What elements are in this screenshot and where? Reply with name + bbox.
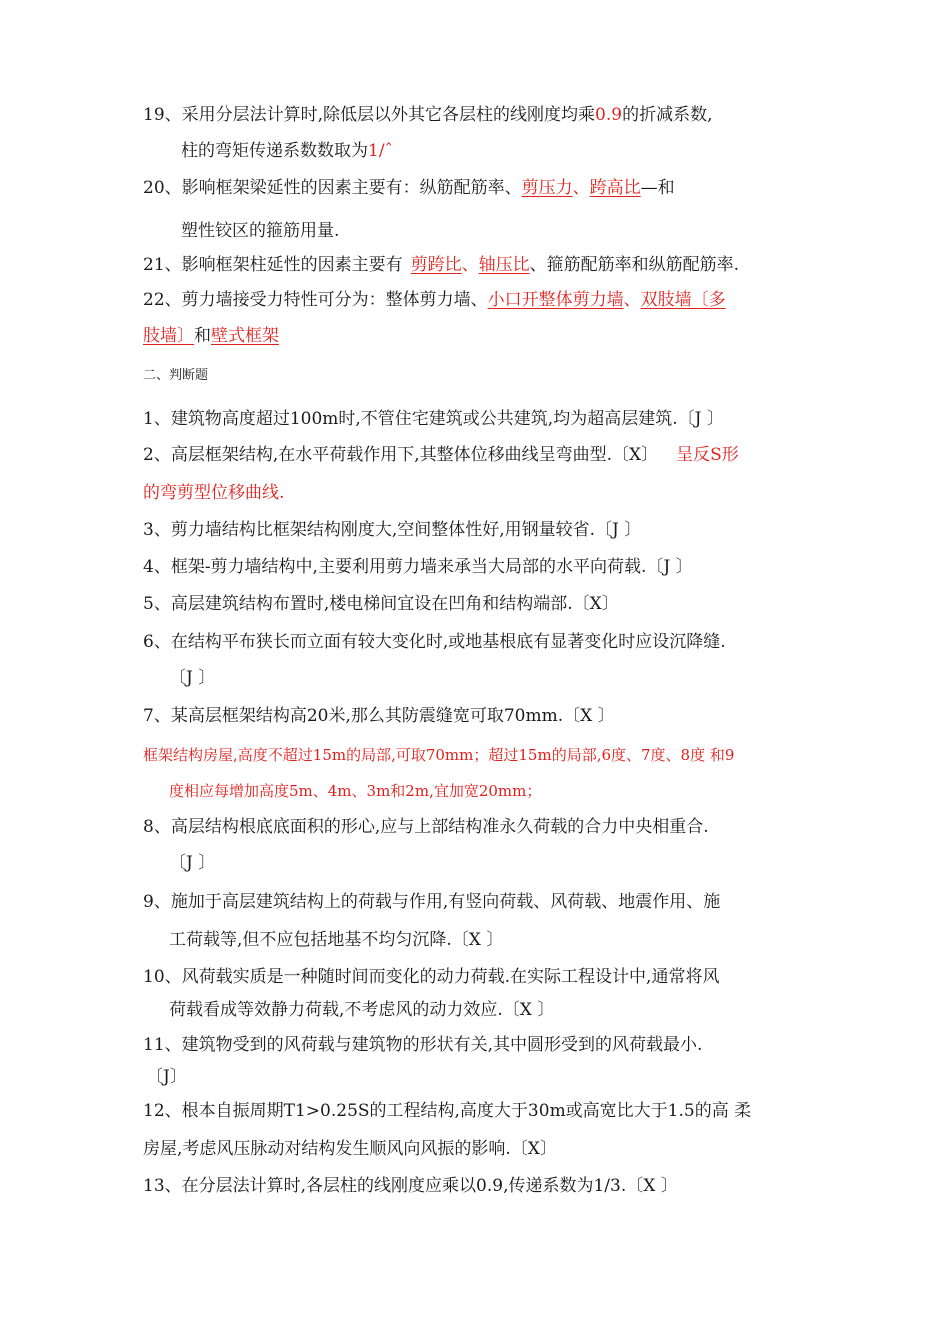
question-19-line-1 [143, 103, 713, 127]
judge-item-10: 10、风荷载实质是一种随时间而变化的动力荷载.在实际工程设计中,通常将风 [143, 967, 720, 987]
judge-item-12-line-2: 房屋,考虑风压脉动对结构发生顺风向风振的影响.〔X〕 [143, 1139, 557, 1159]
judge-item-7-note-2: 度相应每增加高度5m、4m、3m和2m,宜加宽20mm； [169, 782, 542, 800]
question-21-answer-1: 剪跨比 [410, 255, 462, 275]
judge-item-2 [143, 443, 739, 467]
question-22-answer-1: 小口开整体剪力墙 [487, 290, 624, 310]
judge-item-7-note-1: 框架结构房屋,高度不超过15m的局部,可取70mm；超过15m的局部,6度、7度、8度 和9 [143, 746, 735, 764]
judge-item-7: 7、某高层框架结构高20米,那么其防震缝宽可取70mm.〔X 〕 [143, 706, 615, 726]
judge-item-11: 11、建筑物受到的风荷载与建筑物的形状有关,其中圆形受到的风荷载最小. [143, 1035, 703, 1055]
judge-item-8: 8、高层结构根底底面积的形心,应与上部结构准永久荷载的合力中央相重合. [143, 817, 709, 837]
question-20-line-2 [181, 219, 339, 243]
judge-item-5: 5、高层建筑结构布置时,楼电梯间宜设在凹角和结构端部.〔X〕 [143, 594, 619, 614]
question-22-answer-3: 壁式框架 [211, 326, 279, 346]
judge-item-4: 4、框架-剪力墙结构中,主要利用剪力墙来承当大局部的水平向荷载.〔J 〕 [143, 557, 693, 577]
judge-item-9-line-2: 工荷载等,但不应包括地基不均匀沉降.〔X 〕 [169, 930, 504, 950]
question-20-text-2: 塑性铰区的箍筋用量. [181, 221, 340, 241]
question-22-line-1 [143, 288, 726, 312]
judge-item-11-answer: 〔J〕 [146, 1067, 187, 1087]
question-19-text-end: 的折减系数, [622, 105, 713, 125]
judge-item-2-note: 呈反S形 [676, 445, 739, 465]
judge-item-12: 12、根本自振周期T1>0.25S的工程结构,高度大于30m或高宽比大于1.5的高 柔 [143, 1101, 752, 1121]
question-20-answer-1: 剪压力 [521, 178, 573, 198]
section-title: 二、判断题 [143, 368, 209, 383]
question-21-separator: 、 [461, 255, 479, 275]
judge-item-2-text: 2、高层框架结构,在水平荷载作用下,其整体位移曲线呈弯曲型.〔X〕 [143, 445, 659, 465]
question-22-answer-2a: 双肢墙〔多 [640, 290, 726, 310]
question-21-line [143, 253, 739, 277]
judge-item-8-answer: 〔J 〕 [169, 853, 216, 873]
judge-item-1: 1、建筑物高度超过100m时,不管住宅建筑或公共建筑,均为超高层建筑.〔J 〕 [143, 409, 724, 429]
question-19-factor: 0.9 [595, 105, 623, 125]
question-22-text-and: 和 [194, 326, 211, 346]
question-21-answer-2: 轴压比 [478, 255, 530, 275]
question-20-text: 20、影响框架梁延性的因素主要有：纵筋配筋率、 [143, 178, 522, 198]
question-21-text: 21、影响框架柱延性的因素主要有 [143, 255, 403, 275]
question-22-text: 22、剪力墙接受力特性可分为：整体剪力墙、 [143, 290, 488, 310]
judge-item-3: 3、剪力墙结构比框架结构刚度大,空间整体性好,用钢量较省.〔J 〕 [143, 520, 642, 540]
question-22-line-2 [143, 324, 279, 348]
judge-item-2-note-2: 的弯剪型位移曲线. [143, 483, 285, 503]
judge-item-10-line-2: 荷载看成等效静力荷载,不考虑风的动力效应.〔X 〕 [169, 1000, 555, 1020]
question-19-text: 19、采用分层法计算时,除低层以外其它各层柱的线刚度均乘 [143, 105, 596, 125]
judge-item-9: 9、施加于高层建筑结构上的荷载与作用,有竖向荷载、风荷载、地震作用、施 [143, 892, 721, 912]
judge-item-6-answer: 〔J 〕 [169, 668, 216, 688]
question-19-text-2: 柱的弯矩传递系数数取为 [181, 141, 368, 161]
question-20-answer-2: 跨高比 [589, 178, 641, 198]
question-22-separator: 、 [623, 290, 641, 310]
question-19-answer: 1/ˆ [368, 141, 394, 161]
question-20-text-end: —和 [640, 178, 675, 198]
question-21-text-end: 、箍筋配筋率和纵筋配筋率. [529, 255, 740, 275]
judge-item-6: 6、在结构平布狭长而立面有较大变化时,或地基根底有显著变化时应设沉降缝. [143, 632, 726, 652]
question-22-answer-2b: 肢墙〕 [143, 326, 194, 346]
question-19-line-2 [181, 139, 393, 163]
question-20-separator: 、 [572, 178, 590, 198]
judge-item-13: 13、在分层法计算时,各层柱的线刚度应乘以0.9,传递系数为1/3.〔X 〕 [143, 1176, 678, 1196]
question-20-line-1 [143, 176, 675, 200]
